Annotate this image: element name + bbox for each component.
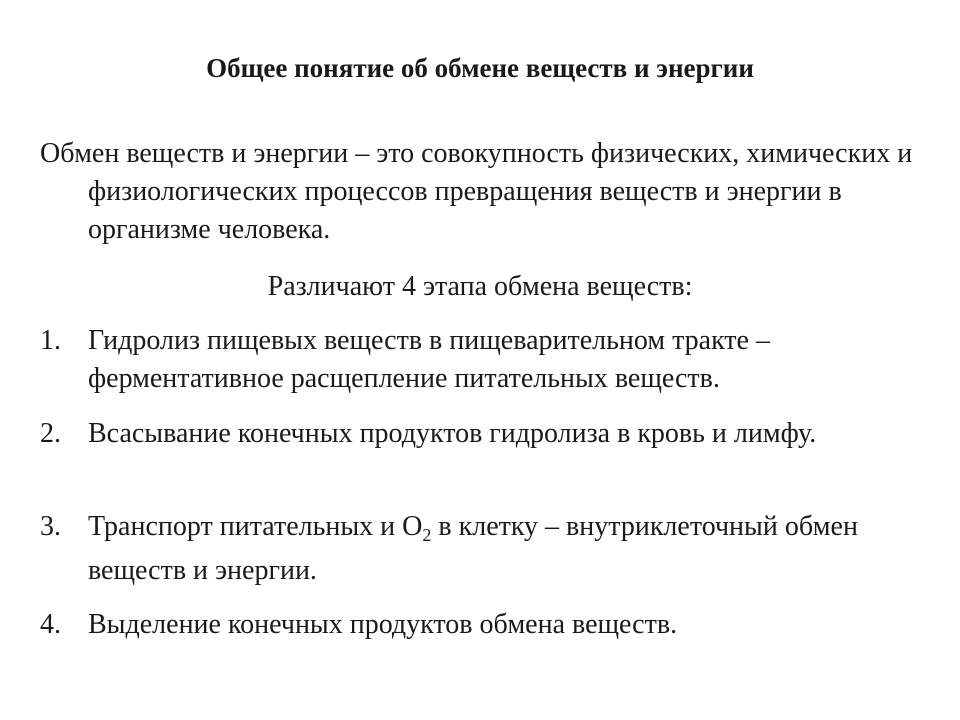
list-item-1: [40, 322, 900, 398]
list-item-4: [40, 606, 900, 644]
list-number: 4.: [40, 609, 61, 640]
subscript-text: 2: [422, 525, 432, 545]
list-item-text-part: в клетку – внутриклеточный обмен веществ и энергии.: [88, 511, 858, 586]
list-item-text: [88, 505, 900, 593]
list-number: 2.: [40, 418, 61, 449]
list-item-text: Гидролиз пищевых веществ в пищеварительном тракте – ферментативное расщепление питательных веществ.: [88, 325, 770, 394]
list-item-text-part: Транспорт питательных и О: [88, 511, 423, 542]
list-item-text: Всасывание конечных продуктов гидролиза в кровь и лимфу.: [88, 418, 817, 449]
list-item-2: [40, 415, 900, 453]
list-number: 3.: [40, 511, 61, 542]
definition-paragraph: Обмен веществ и энергии – это совокупность физических, химических и физиологических процессов превращения веществ и энергии в организме человека.: [40, 138, 913, 245]
slide-title: Общее понятие об обмене веществ и энергии: [206, 53, 754, 83]
list-item-text: Выделение конечных продуктов обмена веществ.: [88, 609, 678, 640]
list-number: 1.: [40, 325, 61, 356]
stages-subheading: Различают 4 этапа обмена веществ:: [267, 271, 693, 302]
list-item-3: [40, 508, 900, 593]
